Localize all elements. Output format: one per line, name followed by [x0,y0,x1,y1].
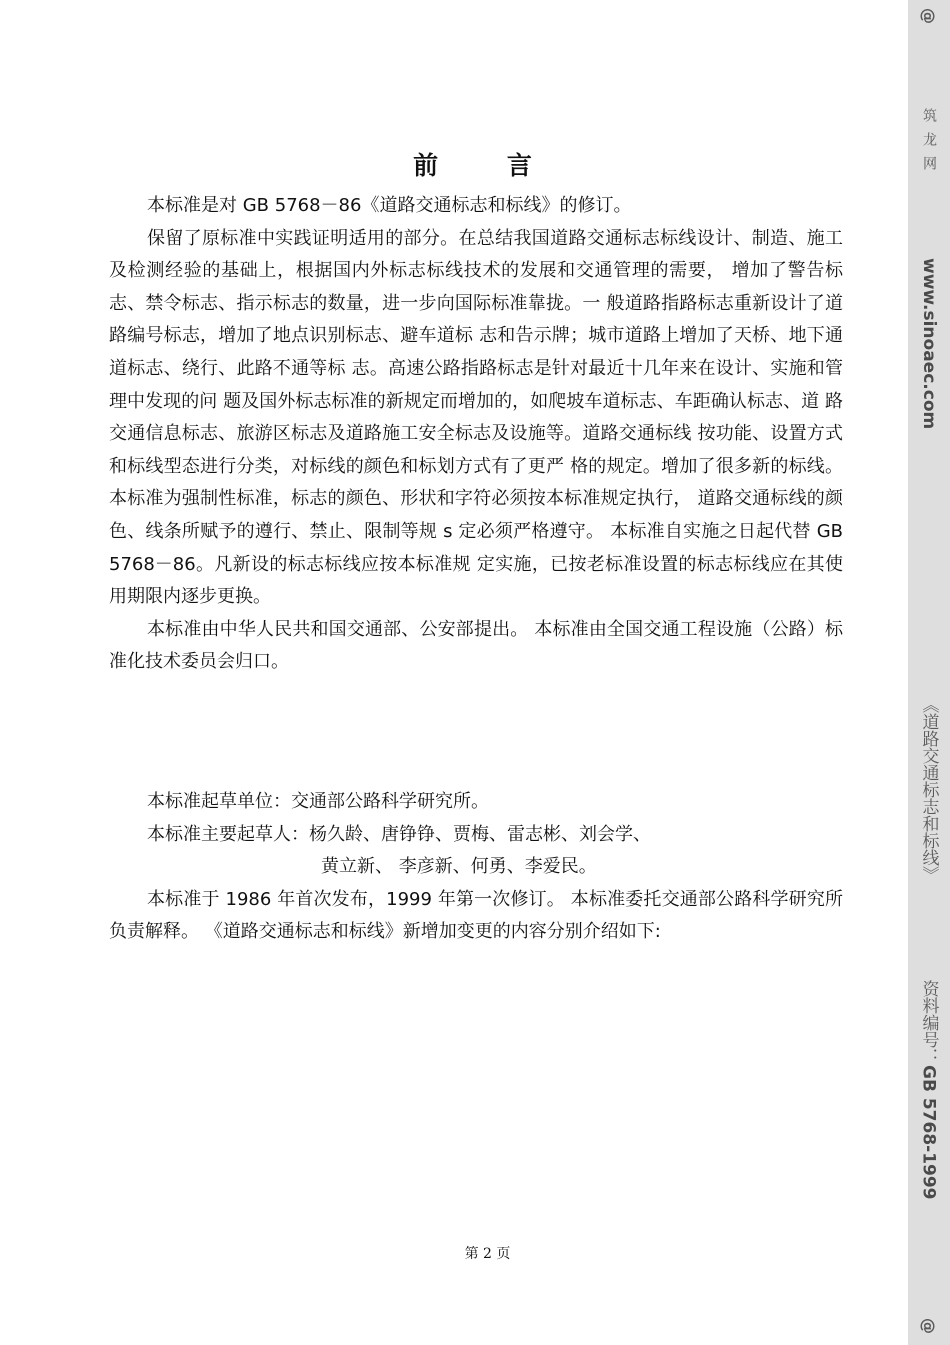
paragraph-content: 保留了原标准中实践证明适用的部分。在总结我国道路交通标志标线设计、制造、施工 及检测经验的基础上，根据国内外标志标线技术的发展和交通管理的需要， 增加了警告标志、禁令标志、指示标志的数量，进一步向国际标准靠拢。一 般道路指路标志重新设计了道路编号标志，增加了地点识别标志、避车道标 志和告示牌；城市道路上增加了天桥、地下通道标志、绕行、此路不通等标 志。高速公路指路标志是针对最近十几年来在设计、实施和管理中发现的问 题及国外标志标准的新规定而增加的，如爬坡车道标志、车距确认标志、道 路交通信息标志、旅游区标志及道路施工安全标志及设施等。道路交通标线 按功能、设置方式和标线型态进行分类，对标线的颜色和标划方式有了更严 格的规定。增加了很多新的标线。 本标准为强制性标准，标志的颜色、形状和字符必须按本标准规定执行， 道路交通标线的颜色、线条所赋予的遵行、禁止、限制等规 s 定必须严格遵守。 本标准自实施之日起代替 GB 5768－86。凡新设的标志标线应按本标准规 定实施，已按老标准设置的标志标线应在其使用期限内逐步更换。 [109,227,843,608]
page-number: 第 2 页 [464,1246,511,1262]
at-symbol-top: @ [919,8,939,24]
code-label: 资料编号： [918,980,939,1065]
closing-paragraph: 本标准于 1986 年首次发布，1999 年第一次修订。 本标准委托交通部公路科学研究所负责解释。 《道路交通标志和标线》新增加变更的内容分别介绍如下: [109,888,843,943]
document-code [917,980,942,1200]
drafting-unit: 本标准起草单位：交通部公路科学研究所。 [147,791,489,812]
site-url: www.sinoaec.com [919,258,939,430]
drafters-line-1: 本标准主要起草人：杨久龄、唐铮铮、贾梅、雷志彬、刘会学、 [147,823,651,845]
book-title: 《道路交通标志和标线》 [918,696,939,883]
watermark-sidebar [908,0,950,1345]
drafters-section [109,786,843,949]
at-symbol-bottom: @ [919,1318,939,1334]
page-title: 前 言 [413,151,562,180]
code-value: GB 5768-1999 [918,1065,939,1200]
site-name: 筑龙网 [921,108,937,180]
intro-section [109,190,843,679]
drafters-line-2: 黄立新、 李彦新、何勇、李爱民。 [321,856,597,878]
paragraph-proposer: 本标准由中华人民共和国交通部、公安部提出。 本标准由全国交通工程设施（公路）标准化技术委员会归口。 [109,618,843,673]
paragraph-revision: 本标准是对 GB 5768－86《道路交通标志和标线》的修订。 [147,195,632,216]
